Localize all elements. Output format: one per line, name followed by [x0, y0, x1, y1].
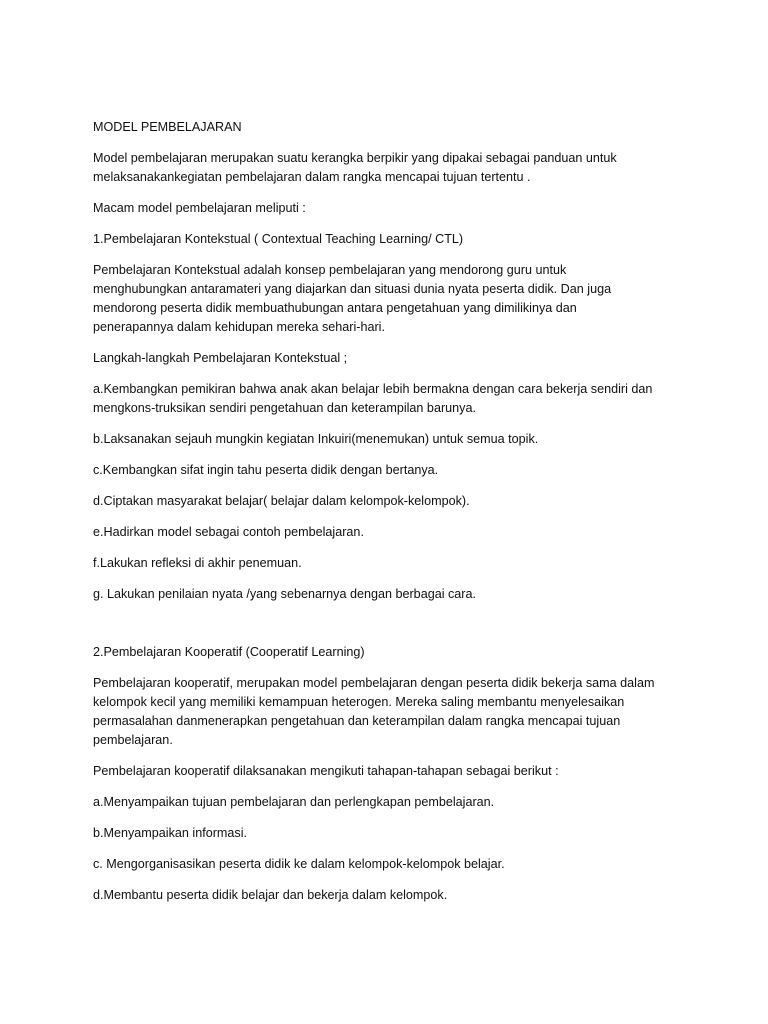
section1-step — [93, 585, 683, 604]
section2-step-line: c. Mengorganisasikan peserta didik ke dalam kelompok-kelompok belajar. — [93, 857, 505, 871]
section2-step-line: a.Menyampaikan tujuan pembelajaran dan perlengkapan pembelajaran. — [93, 795, 495, 809]
section1-description-line: Pembelajaran Kontekstual adalah konsep pembelajaran yang mendorong guru untuk — [93, 263, 567, 277]
section1-step-line: e.Hadirkan model sebagai contoh pembelajaran. — [93, 525, 364, 539]
section2-step-line: d.Membantu peserta didik belajar dan bekerja dalam kelompok. — [93, 888, 448, 902]
section2-description — [93, 674, 683, 750]
section2-step — [93, 886, 683, 905]
intro-line: Model pembelajaran merupakan suatu kerangka berpikir yang dipakai sebagai panduan untuk — [93, 151, 617, 165]
document-content — [93, 118, 683, 917]
section1-step-line: g. Lakukan penilaian nyata /yang sebenarnya dengan berbagai cara. — [93, 587, 476, 601]
section2-steps-heading: Pembelajaran kooperatif dilaksanakan mengikuti tahapan-tahapan sebagai berikut : — [93, 764, 559, 778]
section1-heading: 1.Pembelajaran Kontekstual ( Contextual Teaching Learning/ CTL) — [93, 232, 464, 246]
section1-step-line: b.Laksanakan sejauh mungkin kegiatan Inkuiri(menemukan) untuk semua topik. — [93, 432, 539, 446]
section1-step-line: d.Ciptakan masyarakat belajar( belajar dalam kelompok-kelompok). — [93, 494, 470, 508]
document-title: MODEL PEMBELAJARAN — [93, 120, 242, 134]
section1-step-line: c.Kembangkan sifat ingin tahu peserta didik dengan bertanya. — [93, 463, 439, 477]
intro-paragraph — [93, 149, 683, 187]
section2-heading: 2.Pembelajaran Kooperatif (Cooperatif Learning) — [93, 645, 365, 659]
section1-step — [93, 523, 683, 542]
section1-step — [93, 380, 683, 418]
section2-step — [93, 793, 683, 812]
section1-description-line: mendorong peserta didik membuathubungan antara pengetahuan yang dimilikinya dan — [93, 301, 577, 315]
section1-step-line: a.Kembangkan pemikiran bahwa anak akan belajar lebih bermakna dengan cara bekerja sendiri dan — [93, 382, 653, 396]
section1-step-line: f.Lakukan refleksi di akhir penemuan. — [93, 556, 302, 570]
section2-description-line: kelompok kecil yang memiliki kemampuan heterogen. Mereka saling membantu menyelesaikan — [93, 695, 625, 709]
section1-step — [93, 554, 683, 573]
section2-description-line: Pembelajaran kooperatif, merupakan model pembelajaran dengan peserta didik bekerja sama dalam — [93, 676, 655, 690]
section1-description-line: penerapannya dalam kehidupan mereka sehari-hari. — [93, 320, 385, 334]
section2-step — [93, 824, 683, 843]
section2-step-line: b.Menyampaikan informasi. — [93, 826, 247, 840]
section1-description-line: menghubungkan antaramateri yang diajarkan dan situasi dunia nyata peserta didik. Dan juga — [93, 282, 612, 296]
section-spacer — [93, 616, 683, 643]
intro-line: melaksanakankegiatan pembelajaran dalam rangka mencapai tujuan tertentu . — [93, 170, 531, 184]
section1-step — [93, 430, 683, 449]
section1-step — [93, 461, 683, 480]
section1-steps-heading: Langkah-langkah Pembelajaran Kontekstual ; — [93, 351, 348, 365]
section1-step — [93, 492, 683, 511]
section2-step — [93, 855, 683, 874]
section2-description-line: permasalahan danmenerapkan pengetahuan dan keterampilan dalam rangka mencapai tujuan — [93, 714, 621, 728]
types-heading: Macam model pembelajaran meliputi : — [93, 201, 306, 215]
section2-description-line: pembelajaran. — [93, 733, 173, 747]
section1-description — [93, 261, 683, 337]
section1-step-line: mengkons-truksikan sendiri pengetahuan dan keterampilan barunya. — [93, 401, 476, 415]
